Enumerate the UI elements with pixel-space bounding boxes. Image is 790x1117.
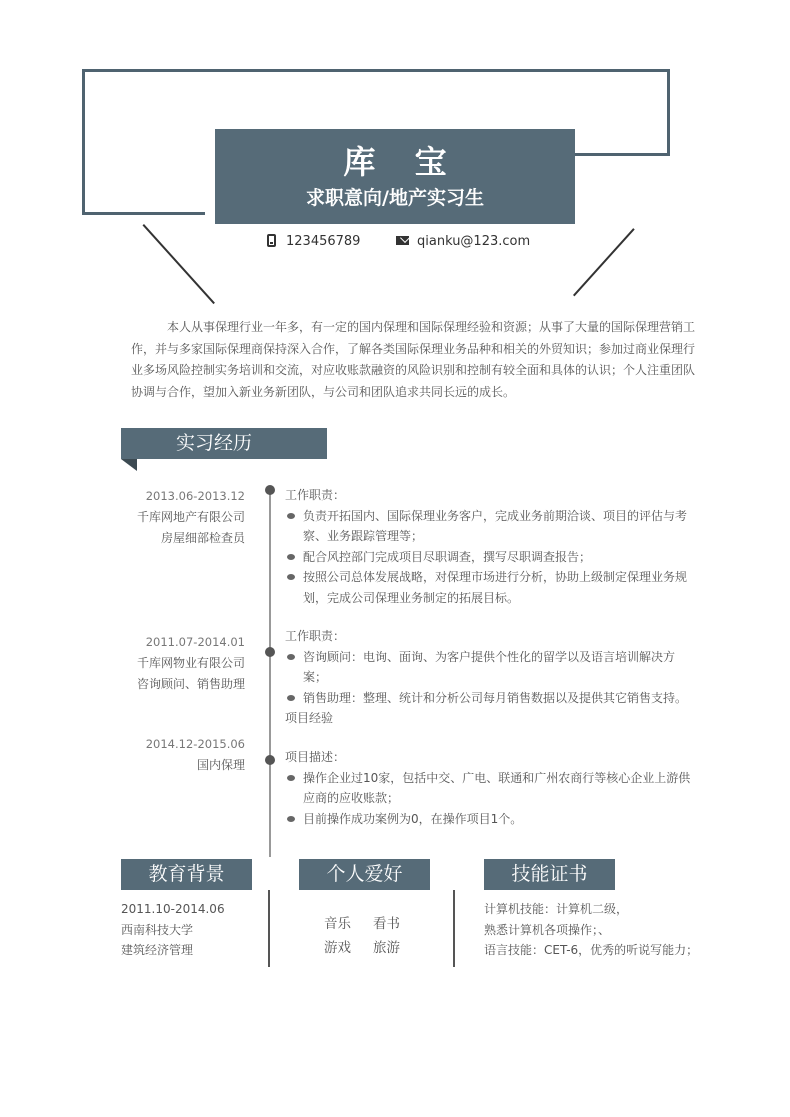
hobby-item: 看书 — [373, 916, 400, 932]
duty-item: 配合风控部门完成项目尽职调查，撰写尽职调查报告； — [285, 547, 695, 568]
hobby-item: 旅游 — [373, 940, 400, 956]
job-intent: 求职意向/地产实习生 — [306, 187, 484, 209]
section-skills-title: 技能证书 — [511, 863, 588, 885]
experience-2-details — [285, 626, 695, 729]
education-school: 西南科技大学 — [121, 922, 194, 937]
email-address: qianku@123.com — [417, 234, 531, 249]
experience-date: 2014.12-2015.06 — [145, 737, 245, 751]
section-internship-title: 实习经历 — [176, 432, 253, 454]
contact-phone — [267, 234, 360, 249]
skill-item: 熟悉计算机各项操作；、 — [484, 922, 611, 937]
project-heading: 项目描述： — [285, 750, 346, 764]
experience-1-info — [137, 486, 245, 549]
timeline-line — [269, 489, 271, 857]
frame-left — [82, 69, 85, 215]
timeline-dot — [265, 647, 275, 657]
duty-item: 销售助理：整理、统计和分析公司每月销售数据以及提供其它销售支持。 — [285, 688, 695, 709]
candidate-name: 库 宝 — [343, 143, 461, 181]
education-date: 2011.10-2014.06 — [121, 902, 225, 916]
project-experience-label: 项目经验 — [285, 711, 334, 725]
duty-heading: 工作职责： — [285, 488, 346, 502]
project-item: 操作企业过10家，包括中交、广电、联通和广州农商行等核心企业上游供应商的应收账款； — [285, 768, 695, 809]
experience-company: 千库网物业有限公司 — [136, 656, 245, 670]
section-internship — [121, 428, 327, 459]
section-hobbies-title: 个人爱好 — [326, 863, 403, 885]
duty-item: 咨询顾问：电询、面询、为客户提供个性化的留学以及语言培训解决方案； — [285, 647, 695, 688]
experience-1-details — [285, 485, 695, 608]
frame-right — [667, 69, 670, 155]
experience-2-info — [137, 632, 245, 695]
skill-item: 语言技能：CET-6，优秀的听说写能力； — [484, 943, 699, 957]
frame-bottom-right — [575, 153, 670, 156]
experience-date: 2013.06-2013.12 — [145, 489, 245, 503]
experience-company: 千库网地产有限公司 — [136, 510, 245, 524]
contact-email — [396, 234, 530, 249]
project-item: 目前操作成功案例为0，在操作项目1个。 — [285, 809, 695, 830]
experience-role: 房屋细部检查员 — [160, 531, 245, 545]
education-major: 建筑经济管理 — [121, 943, 194, 957]
experience-company: 国内保理 — [196, 758, 245, 772]
duty-item: 负责开拓国内、国际保理业务客户，完成业务前期洽谈、项目的评估与考察、业务跟踪管理等； — [285, 506, 695, 547]
decor-line-left — [143, 224, 215, 304]
self-summary: 本人从事保理行业一年多，有一定的国内保理和国际保理经验和资源；从事了大量的国际保理营销工作，并与多家国际保理商保持深入合作，了解各类国际保理业务品种和相关的外贸知识；参加过商业保理行业多场风险控制实务培训和交流，对应收账款融资的风险识别和控制有较全面和具体的认识；个人注重团队协调与合作，望加入新业务新团队，与公司和团队追求共同长远的成长。 — [131, 320, 696, 399]
frame-top — [82, 69, 670, 72]
section-education — [121, 859, 252, 890]
column-divider — [268, 890, 270, 967]
mail-icon — [396, 236, 409, 245]
name-banner — [215, 129, 575, 224]
education-content — [121, 899, 225, 961]
column-divider — [453, 890, 455, 967]
phone-number: 123456789 — [286, 234, 361, 249]
timeline-dot — [265, 485, 275, 495]
experience-date: 2011.07-2014.01 — [145, 635, 245, 649]
duty-heading: 工作职责： — [285, 629, 346, 643]
skill-item: 计算机技能：计算机二级， — [484, 902, 629, 916]
section-hobbies — [299, 859, 430, 890]
experience-3-info — [146, 734, 245, 776]
hobby-item: 游戏 — [324, 940, 351, 956]
section-education-title: 教育背景 — [148, 863, 225, 885]
section-fold — [121, 459, 137, 471]
experience-role: 咨询顾问、销售助理 — [136, 677, 245, 691]
timeline-dot — [265, 755, 275, 765]
hobby-item: 音乐 — [324, 916, 351, 932]
section-skills — [484, 859, 615, 890]
phone-icon — [267, 234, 276, 247]
decor-line-right — [573, 228, 634, 296]
duty-item: 按照公司总体发展战略，对保理市场进行分析，协助上级制定保理业务规划，完成公司保理业务制定的拓展目标。 — [285, 567, 695, 608]
experience-3-details — [285, 747, 695, 829]
skills-content — [484, 899, 698, 961]
frame-bottom-left — [82, 212, 205, 215]
